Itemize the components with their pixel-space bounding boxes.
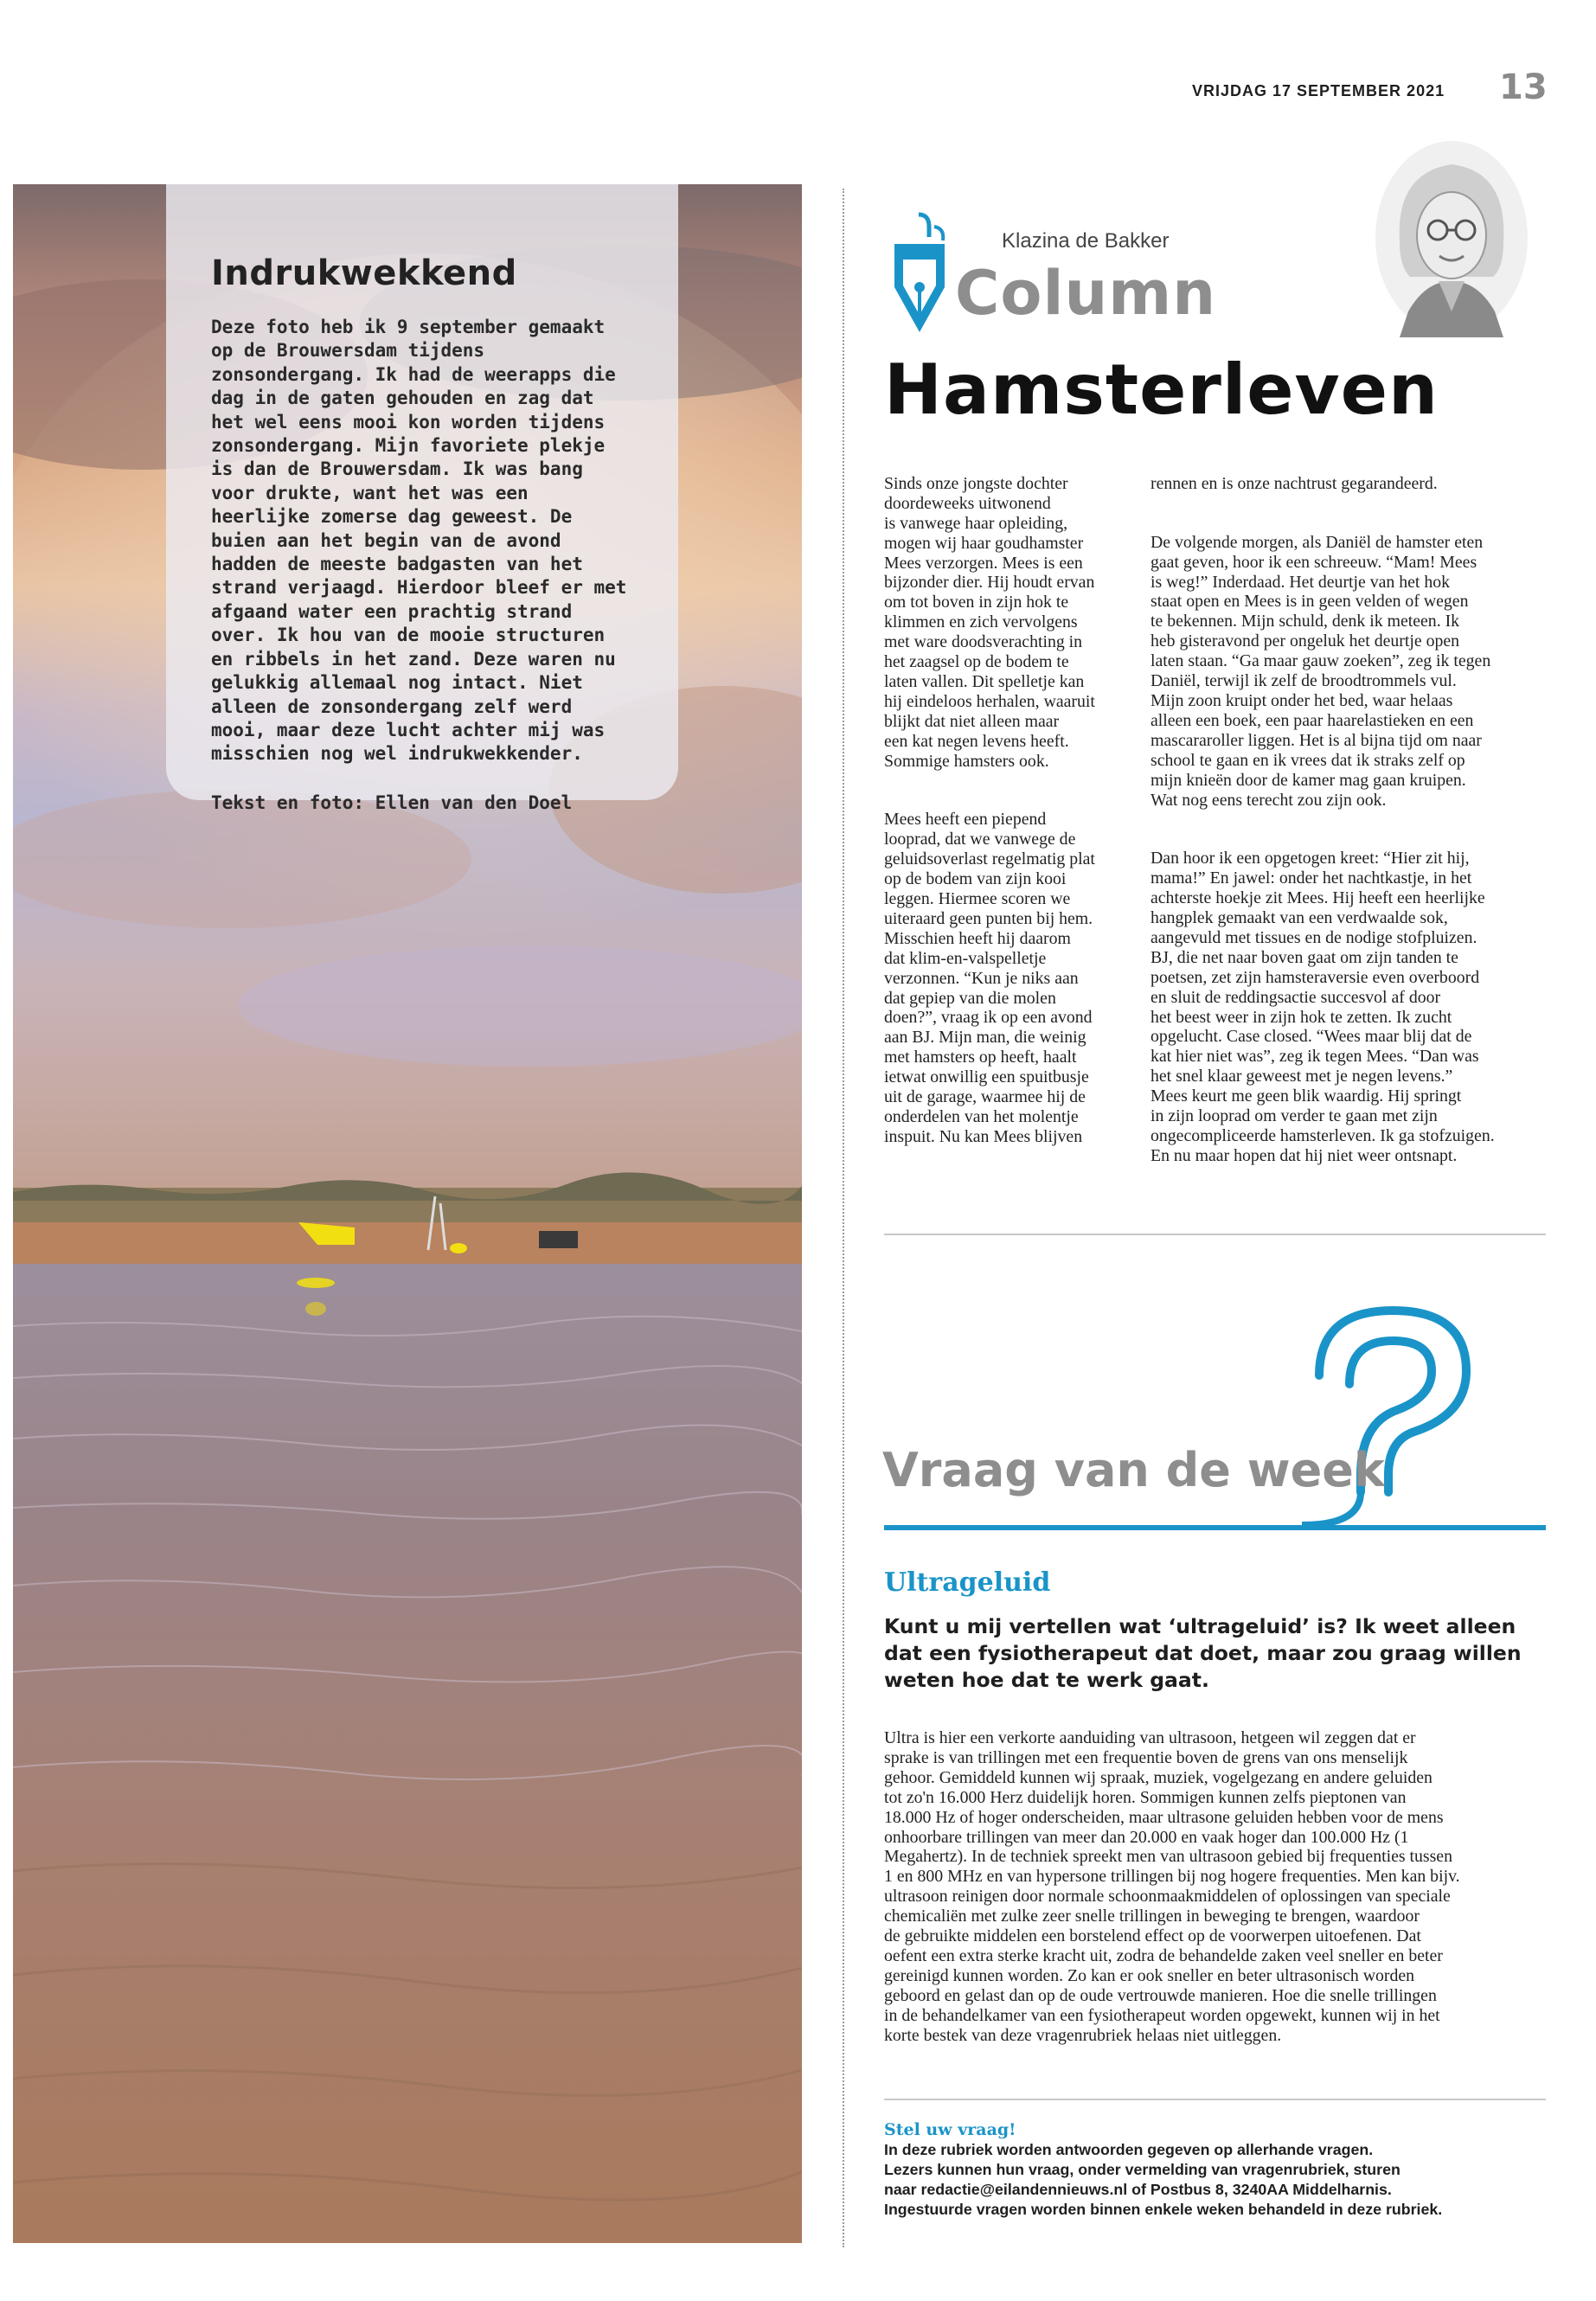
column-paragraph: De volgende morgen, als Daniël de hamster eten gaat geven, hoor ik een schreeuw. “Mam! Mees is weg!” Inderdaad. Het deurtje van het hok staat open en Mees is in geen velden of wegen te bekennen. Mijn schuld, denk ik meteen. Ik heb gisteravond per ongeluk het deurtje open laten staan. “Ga maar gauw zoeken”, zeg ik tegen Daniël, terwijl ik zelf de broodtrommels vul. Mijn zoon kruipt onder het bed, waar helaas alleen een boek, een paar haarelastieken en een mascararoller liggen. Het is al bijna tijd om naar school te gaan en ik vrees dat ik straks zelf op mijn knieën door de kamer mag gaan kruipen. Wat nog eens terecht zou zijn ook. xyxy=(1151,532,1491,810)
qa-answer: Ultra is hier een verkorte aanduiding van ultrasoon, hetgeen wil zeggen dat er sprake is van trillingen met een frequentie boven de grens van ons menselijk gehoor. Gemiddeld kunnen wij spraak, muziek, vogelgezang en andere geluiden tot zo'n 16.000 Herz duidelijk horen. Sommigen kunnen zelfs pieptonen van 18.000 Hz of hoger onderscheiden, maar ultrasone geluiden hebben voor de mens onhoorbare trillingen van meer dan 20.000 en vaak hoger dan 100.000 Hz (1 Megahertz). In de techniek spreekt men van ultrasoon gebied bij frequenties tussen 1 en 800 MHz en van hypersone trillingen bij nog hogere frequenties. Men kan bijv. ultrasoon reinigen door normale schoonmaakmiddelen of oplossingen van speciale chemicaliën met zulke zeer snelle trillingen in beweging te brengen, waardoor de gebruikte middelen een borstelend effect op de voorwerpen uitoefenen. Dat oefent een extra sterke kracht uit, zodra de behandelde zaken veel sneller en beter gereinigd kunnen worden. Zo kan er ook sneller en beter ultrasonisch worden geboord en gelast dan op de oude vertrouwde manieren. Hoe die snelle trillingen in de behandelkamer van een fysiotherapeut worden opgewekt, kunnen wij in het korte bestek van deze vragenrubriek helaas niet uitleggen. xyxy=(884,1728,1460,2045)
column-paragraph: Dan hoor ik een opgetogen kreet: “Hier zit hij, mama!” En jawel: onder het nachtkastje, in het achterste hoekje zit Mees. Hij heeft een heerlijke hangplek gemaakt van een verdwaalde sok, aangevuld met tissues en de nodige stofpluizen. BJ, die net naar boven gaat om zijn tanden te poetsen, zet zijn hamsteraversie even overboord en sluit de reddingsactie succesvol af door het beest weer in zijn hok te zetten. Ik zucht opgelucht. Case closed. “Wees maar blij dat de kat hier niet was”, zeg ik tegen Mees. “Dan was het snel klaar geweest met je negen levens.” Mees keurt me geen blik waardig. Hij springt in zijn looprad om verder te gaan met zijn ongecompliceerde hamsterleven. Ik ga stofzuigen. En nu maar hopen dat hij niet weer ontsnapt. xyxy=(1151,849,1495,1165)
section-divider xyxy=(884,1234,1546,1235)
qa-topic: Ultrageluid xyxy=(884,1567,1051,1598)
column-paragraph: Sinds onze jongste dochter doordeweeks uitwonend is vanwege haar opleiding, mogen wij haar goudhamster Mees verzorgen. Mees is een bijzonder dier. Hij houdt ervan om tot boven in zijn hok te klimmen en zich vervolgens met ware doodsverachting in het zaagsel op de bodem te laten vallen. Dit spelletje kan hij eindeloos herhalen, waaruit blijkt dat niet alleen maar een kat negen levens heeft. Sommige hamsters ook. xyxy=(884,473,1095,771)
ask-question-title: Stel uw vraag! xyxy=(884,2120,1016,2139)
qa-question: Kunt u mij vertellen wat ‘ultrageluid’ is? Ik weet alleen dat een fysiotherapeut dat doet, maar zou graag willen weten hoe dat te werk gaat. xyxy=(884,1614,1522,1692)
column-body-left xyxy=(884,454,1144,1186)
column-body-right xyxy=(1151,454,1548,1205)
photo-credit: Tekst en foto: Ellen van den Doel xyxy=(211,792,573,813)
page-number: 13 xyxy=(1499,67,1548,107)
qa-section-title: Vraag van de week xyxy=(882,1443,1385,1497)
column-author: Klazina de Bakker xyxy=(1002,229,1170,253)
column-divider xyxy=(843,189,844,2247)
photo-caption-title: Indrukwekkend xyxy=(211,253,517,293)
author-portrait xyxy=(1374,138,1529,341)
section-divider xyxy=(884,2099,1546,2100)
issue-date: VRIJDAG 17 SEPTEMBER 2021 xyxy=(1192,82,1445,99)
column-paragraph: rennen en is onze nachtrust gegarandeerd. xyxy=(1151,473,1438,493)
photo-caption-text: Deze foto heb ik 9 september gemaakt op de Brouwersdam tijdens zonsondergang. Ik had de weerapps die dag in de gaten gehouden en zag dat het wel eens mooi kon worden tijdens zonsondergang. Mijn favoriete plekje is dan de Brouwersdam. Ik was bang voor drukte, want het was een heerlijke zomerse dag geweest. De buien aan het begin van de avond hadden de meeste badgasten van het strand verjaagd. Hierdoor bleef er met afgaand water een prachtig strand over. Ik hou van de mooie structuren en ribbels in het zand. Deze waren nu gelukkig allemaal nog intact. Niet alleen de zonsondergang zelf werd mooi, maar deze lucht achter mij was misschien nog wel indrukwekkender. xyxy=(211,317,627,765)
column-headline: Hamsterleven xyxy=(884,349,1439,430)
qa-title-underline xyxy=(884,1525,1546,1530)
column-paragraph: Mees heeft een piepend looprad, dat we vanwege de geluidsoverlast regelmatig plat op de bodem van zijn kooi leggen. Hiermee scoren we uiteraard geen punten bij hem. Misschien heeft hij daarom dat klim-en-valspelletje verzonnen. “Kun je niks aan dat gepiep van die molen doen?”, vraag ik op een avond aan BJ. Mijn man, die weinig met hamsters op heeft, haalt ietwat onwillig een spuitbusje uit de garage, waarmee hij de onderdelen van het molentje inspuit. Nu kan Mees blijven xyxy=(884,810,1095,1146)
column-kicker: Column xyxy=(955,258,1217,329)
photo-caption-box xyxy=(166,184,678,813)
ask-question-text: In deze rubriek worden antwoorden gegeven op allerhande vragen. Lezers kunnen hun vraag, onder vermelding van vragenrubriek, sturen naar redactie@eilandennieuws.nl of Postbus 8, 3240AA Middelharnis. Ingestuurde vragen worden binnen enkele weken behandeld in deze rubriek. xyxy=(884,2141,1443,2218)
fountain-pen-icon xyxy=(884,208,953,341)
